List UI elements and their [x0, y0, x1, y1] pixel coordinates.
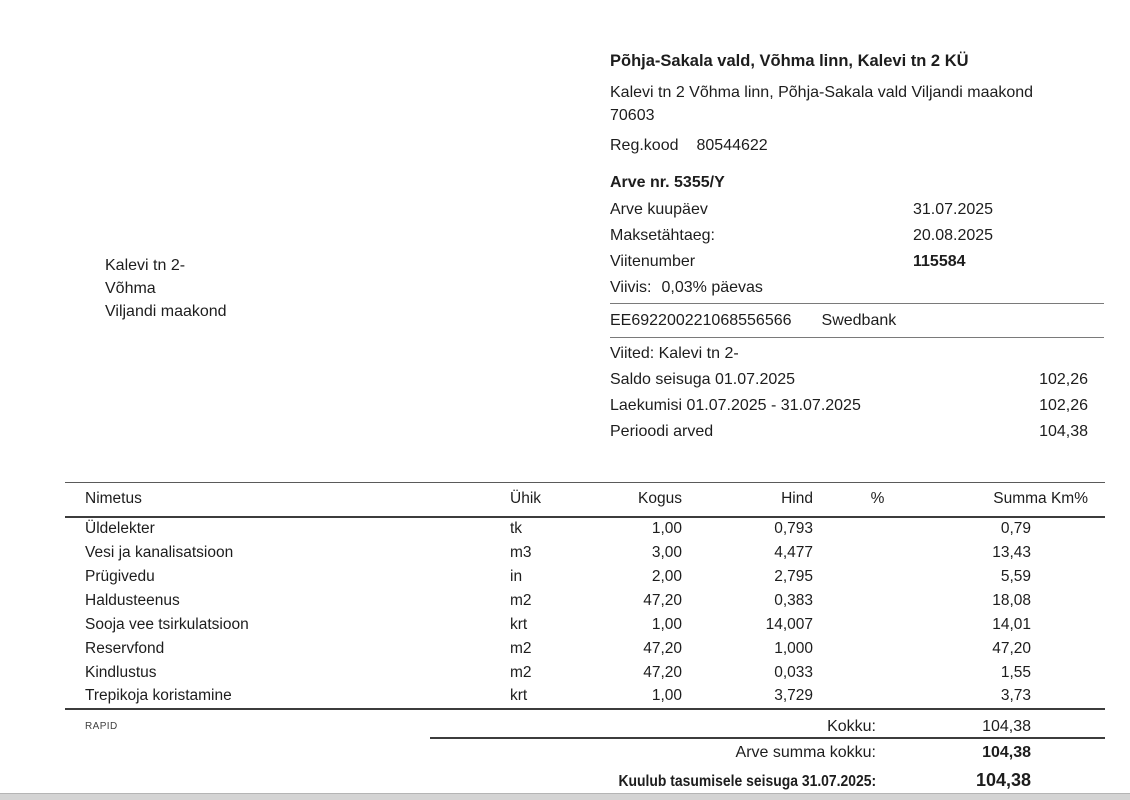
invoice-date-row: [610, 197, 1105, 223]
table-row: [65, 685, 1105, 709]
item-sum-cell: 18,08: [992, 591, 1031, 609]
item-percent-cell: [815, 613, 940, 637]
header-uhik: Ühik: [510, 483, 605, 517]
item-sum-cell: 0,79: [1000, 520, 1031, 537]
company-regcode: [610, 134, 1115, 157]
kokku-row: [65, 716, 1105, 738]
invoice-number: Arve nr. 5355/Y: [610, 174, 725, 191]
bank-name: Swedbank: [821, 311, 897, 329]
recipient-line3: Viljandi maakond: [105, 303, 227, 320]
recipient-address: [105, 254, 227, 323]
saldo-label: Saldo seisuga 01.07.2025: [610, 371, 796, 388]
totals-divider: [430, 737, 1105, 739]
kokku-label: Kokku:: [827, 718, 876, 735]
item-percent-cell: [815, 565, 940, 589]
item-price-cell: 0,793: [774, 520, 813, 537]
item-sum-cell: 3,73: [940, 685, 1105, 709]
item-qty-cell: 1,00: [651, 520, 682, 537]
company-address-line2: 70603: [610, 107, 655, 124]
balance-summary: [610, 341, 1104, 445]
item-qty-cell: 1,00: [605, 685, 685, 709]
item-unit-cell: m2: [510, 639, 532, 657]
item-price-cell: 2,795: [774, 567, 813, 585]
item-unit-cell: krt: [510, 685, 605, 709]
header-summa: Summa Km%: [940, 483, 1105, 517]
late-fee-row: [610, 275, 1105, 301]
saldo-value: 102,26: [1039, 371, 1088, 388]
due-date-row: [610, 223, 1105, 249]
item-name-cell: Haldusteenus: [85, 591, 180, 609]
due-date-value: 20.08.2025: [913, 227, 994, 244]
items-table: [65, 482, 1105, 710]
late-fee-value: 0,03% päevas: [661, 279, 763, 296]
company-header: [610, 49, 1115, 157]
item-sum-cell: 1,55: [1000, 663, 1031, 681]
perioodi-label: Perioodi arved: [610, 423, 714, 440]
viited-line: Viited: Kalevi tn 2-: [610, 345, 739, 362]
table-row: [65, 565, 1105, 589]
table-header-row: [65, 483, 1105, 517]
vendor-mark: RAPID: [85, 721, 118, 732]
item-percent-cell: [815, 661, 940, 685]
recipient-line2: Võhma: [105, 280, 156, 297]
item-sum-cell: 47,20: [992, 639, 1031, 657]
item-unit-cell: krt: [510, 615, 528, 633]
item-name-cell: Reservfond: [85, 639, 165, 657]
invoice-date-value: 31.07.2025: [913, 201, 994, 218]
amount-due-row: [65, 767, 1105, 795]
item-price-cell: 0,033: [774, 663, 813, 681]
item-qty-cell: 1,00: [651, 615, 682, 633]
invoice-meta: [610, 171, 1105, 301]
bank-iban: EE692200221068556566: [610, 311, 792, 329]
laekumisi-value: 102,26: [1039, 397, 1088, 414]
item-price-cell: 0,383: [774, 591, 813, 609]
regcode-value: 80544622: [696, 137, 768, 154]
table-row: [65, 589, 1105, 613]
item-name-cell: Trepikoja koristamine: [65, 685, 510, 709]
item-name-cell: Kindlustus: [85, 663, 157, 681]
bank-account-row: [610, 303, 1104, 338]
company-address: [610, 81, 1115, 127]
company-name: Põhja-Sakala vald, Võhma linn, Kalevi tn 2 KÜ: [610, 52, 969, 70]
item-sum-cell: 13,43: [992, 543, 1031, 561]
invoice-total-value: 104,38: [982, 744, 1031, 761]
perioodi-value: 104,38: [1039, 423, 1088, 440]
invoice-date-label: Arve kuupäev: [610, 201, 708, 218]
item-name-cell: Vesi ja kanalisatsioon: [85, 543, 234, 561]
item-unit-cell: m2: [510, 663, 532, 681]
table-row: [65, 517, 1105, 541]
item-percent-cell: [815, 589, 940, 613]
item-unit-cell: m3: [510, 543, 532, 561]
item-sum-cell: 5,59: [1000, 567, 1031, 585]
reference-number-row: [610, 249, 1105, 275]
table-row: [65, 661, 1105, 685]
saldo-row: [610, 367, 1104, 393]
regcode-label: Reg.kood: [610, 137, 679, 154]
invoice-total-label: Arve summa kokku:: [735, 744, 876, 761]
item-name-cell: Prügivedu: [85, 567, 155, 585]
amount-due-value: 104,38: [975, 770, 1031, 790]
item-qty-cell: 3,00: [651, 543, 682, 561]
perioodi-row: [610, 419, 1104, 445]
item-name-cell: Üldelekter: [85, 520, 155, 537]
table-row: [65, 613, 1105, 637]
item-price-cell: 4,477: [774, 543, 813, 561]
header-hind: Hind: [685, 483, 815, 517]
laekumisi-label: Laekumisi 01.07.2025 - 31.07.2025: [610, 397, 861, 414]
item-percent-cell: [815, 541, 940, 565]
item-qty-cell: 47,20: [643, 663, 682, 681]
header-percent: %: [815, 483, 940, 517]
scan-edge-bar: [0, 793, 1130, 800]
item-percent-cell: [815, 637, 940, 661]
item-percent-cell: [815, 517, 940, 541]
amount-due-label: Kuulub tasumisele seisuga 31.07.2025:: [618, 773, 876, 790]
item-price-cell: 14,007: [765, 615, 813, 633]
late-fee-label: Viivis:: [610, 279, 652, 296]
reference-number-value: 115584: [913, 253, 966, 270]
item-unit-cell: tk: [510, 520, 523, 537]
item-unit-cell: in: [510, 567, 523, 585]
laekumisi-row: [610, 393, 1104, 419]
header-kogus: Kogus: [605, 483, 685, 517]
table-row: [65, 637, 1105, 661]
kokku-value: 104,38: [982, 718, 1031, 735]
item-percent-cell: [815, 685, 940, 709]
item-qty-cell: 47,20: [643, 591, 682, 609]
due-date-label: Maksetähtaeg:: [610, 227, 715, 244]
company-address-line1: Kalevi tn 2 Võhma linn, Põhja-Sakala vald Viljandi maakond: [610, 84, 1034, 101]
reference-number-label: Viitenumber: [610, 253, 696, 270]
item-sum-cell: 14,01: [992, 615, 1031, 633]
invoice-total-row: [65, 742, 1105, 764]
item-unit-cell: m2: [510, 591, 532, 609]
item-qty-cell: 47,20: [643, 639, 682, 657]
recipient-line1: Kalevi tn 2-: [105, 257, 186, 274]
item-price-cell: 1,000: [774, 639, 813, 657]
item-name-cell: Sooja vee tsirkulatsioon: [85, 615, 249, 633]
table-row: [65, 541, 1105, 565]
header-nimetus: Nimetus: [65, 483, 510, 517]
item-qty-cell: 2,00: [651, 567, 682, 585]
item-price-cell: 3,729: [685, 685, 815, 709]
